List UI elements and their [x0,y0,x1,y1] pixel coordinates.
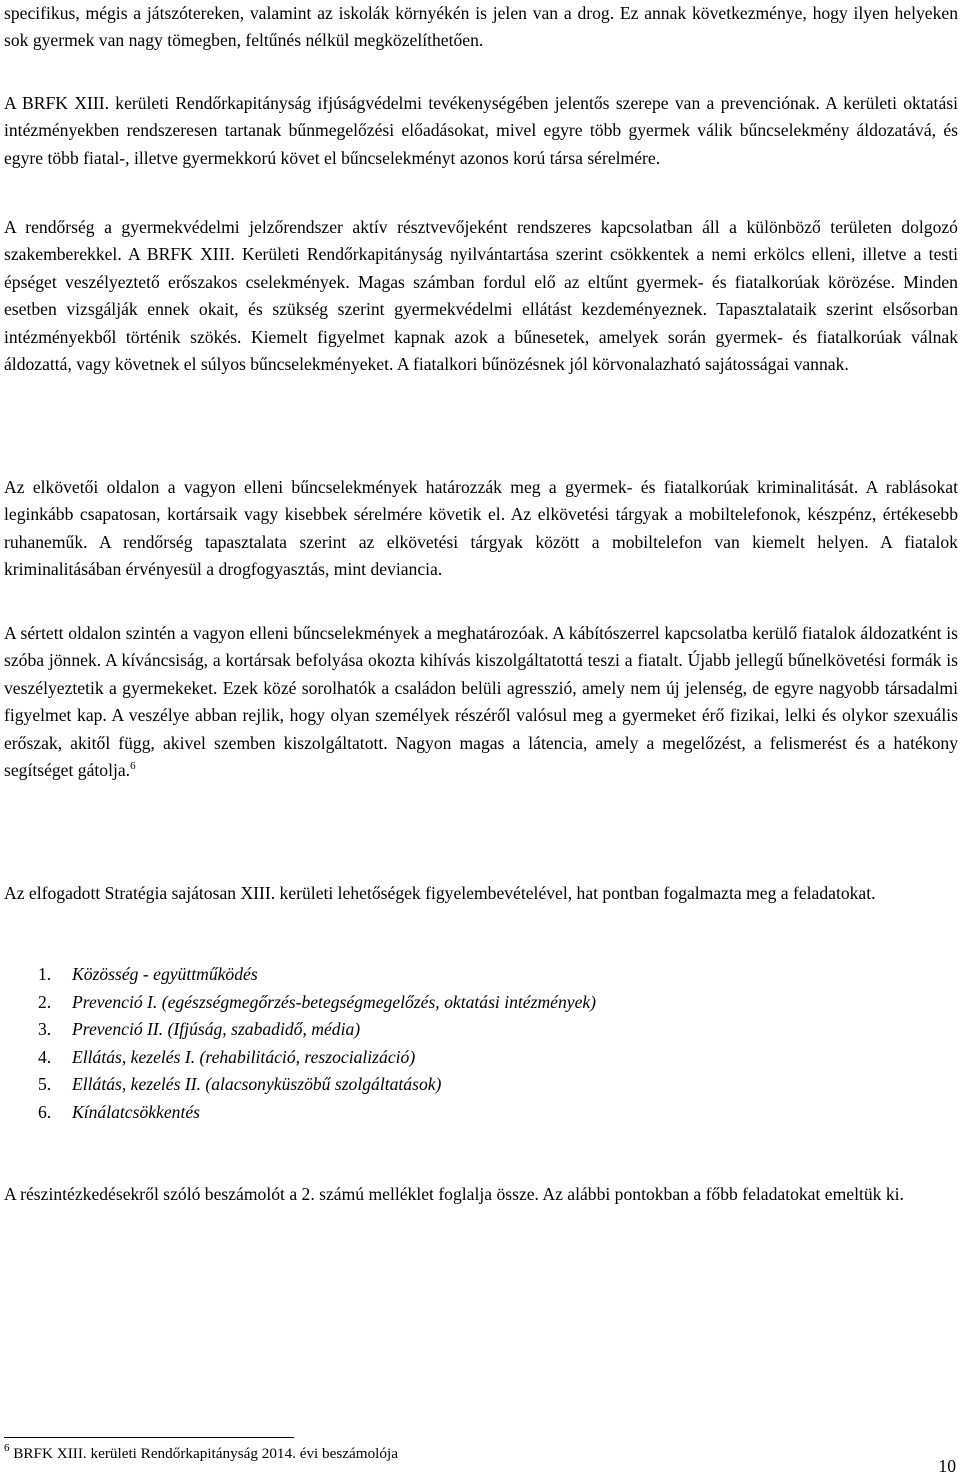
paragraph-summary: A részintézkedésekről szóló beszámolót a 2. számú melléklet foglalja össze. Az alábbi pontokban a főbb feladatokat emeltük ki. [4,1184,904,1204]
footnote-divider [4,1437,294,1438]
list-item: 2. Prevenció I. (egészségmegőrzés-betegségmegelőzés, oktatási intézmények) [38,991,597,1012]
paragraph-offender-side: Az elkövetői oldalon a vagyon elleni bűncselekmények határozzák meg a gyermek- és fiatalkorúak kriminalitását. A rablásokat leginkább csapatosan, kortársaik vagy kisebbek sérelmére követik el. Az elkövetési tárgyak a mobiltelefonok, készpénz, értékesebb ruhaneműk. A rendőrség tapasztalata szerint az elkövetési tárgyak között a mobiltelefon van kiemelt helyen. A fiatalok kriminalitásában érvényesül a drogfogyasztás, mint deviancia. [4,477,959,580]
list-item: 6. Kínálatcsökkentés [38,1101,201,1122]
list-item: 4. Ellátás, kezelés I. (rehabilitáció, reszocializáció) [38,1046,416,1067]
footnote-mark: 6 [4,1442,10,1454]
paragraph-victim-side: A sértett oldalon szintén a vagyon elleni bűncselekmények a meghatározóak. A kábítószerrel kapcsolatba kerülő fiatalok áldozatként is szóba jönnek. A kíváncsiság, a kortársak befolyása okozta kihívás kiszolgáltatottá teszi a fiatalt. Újabb jellegű bűnelkövetési formák is veszélyeztetik a gyermekeket. Ezek közé sorolhatók a családon belüli agresszió, amely nem új jelenség, de egyre nagyobb társadalmi figyelmet kap. A veszélye abban rejlik, hogy olyan személyek részéről valósul meg a gyermeket érő fizikai, lelki és olykor szexuális erőszak, akitől függ, akivel szemben kiszolgáltatott. Nagyon magas a látencia, amely a megelőzést, a felismerést és a hatékony segítséget gátolja.$^6$ [4,623,958,781]
paragraph-strategy: Az elfogadott Stratégia sajátosan XIII. kerületi lehetőségek figyelembevételével, hat pontban fogalmazta meg a feladatokat. [4,883,876,903]
paragraph-child-protection: A rendőrség a gyermekvédelmi jelzőrendszer aktív résztvevőjeként rendszeres kapcsolatban áll a különböző területen dolgozó szakemberekkel. A BRFK XIII. Kerületi Rendőrkapitányság nyilvántartása szerint csökkentek a nemi erkölcs elleni, illetve a testi épséget veszélyeztető erőszakos cselekmények. Magas számban fordul elő az eltűnt gyermek- és fiatalkorúak körözése. Minden esetben vizsgálják ennek okait, és szükség szerint gyermekvédelmi ellátást kezdeményeznek. Tapasztalataik szerint elsősorban intézményekből történik szökés. Kiemelt figyelmet kapnak azok a bűnesetek, amelyek során gyermek- és fiatalkorúak válnak áldozattá, vagy követnek el súlyos bűncselekményeket. A fiatalkori bűnözésnek jól körvonalazható sajátosságai vannak. [4,217,959,375]
list-item: 5. Ellátás, kezelés II. (alacsonyküszöbű szolgáltatások) [38,1074,442,1094]
list-item: 1. Közösség - együttműködés [38,964,258,984]
task-list [38,961,596,1126]
paragraph-drug-presence: specifikus, mégis a játszótereken, valamint az iskolák környékén is jelen van a drog. Ez annak következménye, hogy ilyen helyeken sok gyermek van nagy tömegben, feltűnés nélkül megközelíthetően. [4,3,958,51]
list-item: 3. Prevenció II. (Ifjúság, szabadidő, média) [38,1019,361,1039]
footnote [4,1444,398,1464]
page-number: 10 [938,1456,956,1476]
footnote-text: BRFK XIII. kerületi Rendőrkapitányság 2014. évi beszámolója [9,1445,398,1462]
footnote-reference: 6 [130,760,136,773]
paragraph-prevention: A BRFK XIII. kerületi Rendőrkapitányság ifjúságvédelmi tevékenységében jelentős szerepe van a prevenciónak. A kerületi oktatási intézményekben rendszeresen tartanak bűnmegelőzési előadásokat, mivel egyre több gyermek válik bűncselekmény áldozatává, és egyre több fiatal-, illetve gyermekkorú követ el bűncselekményt azonos korú társa sérelmére. [4,93,958,168]
